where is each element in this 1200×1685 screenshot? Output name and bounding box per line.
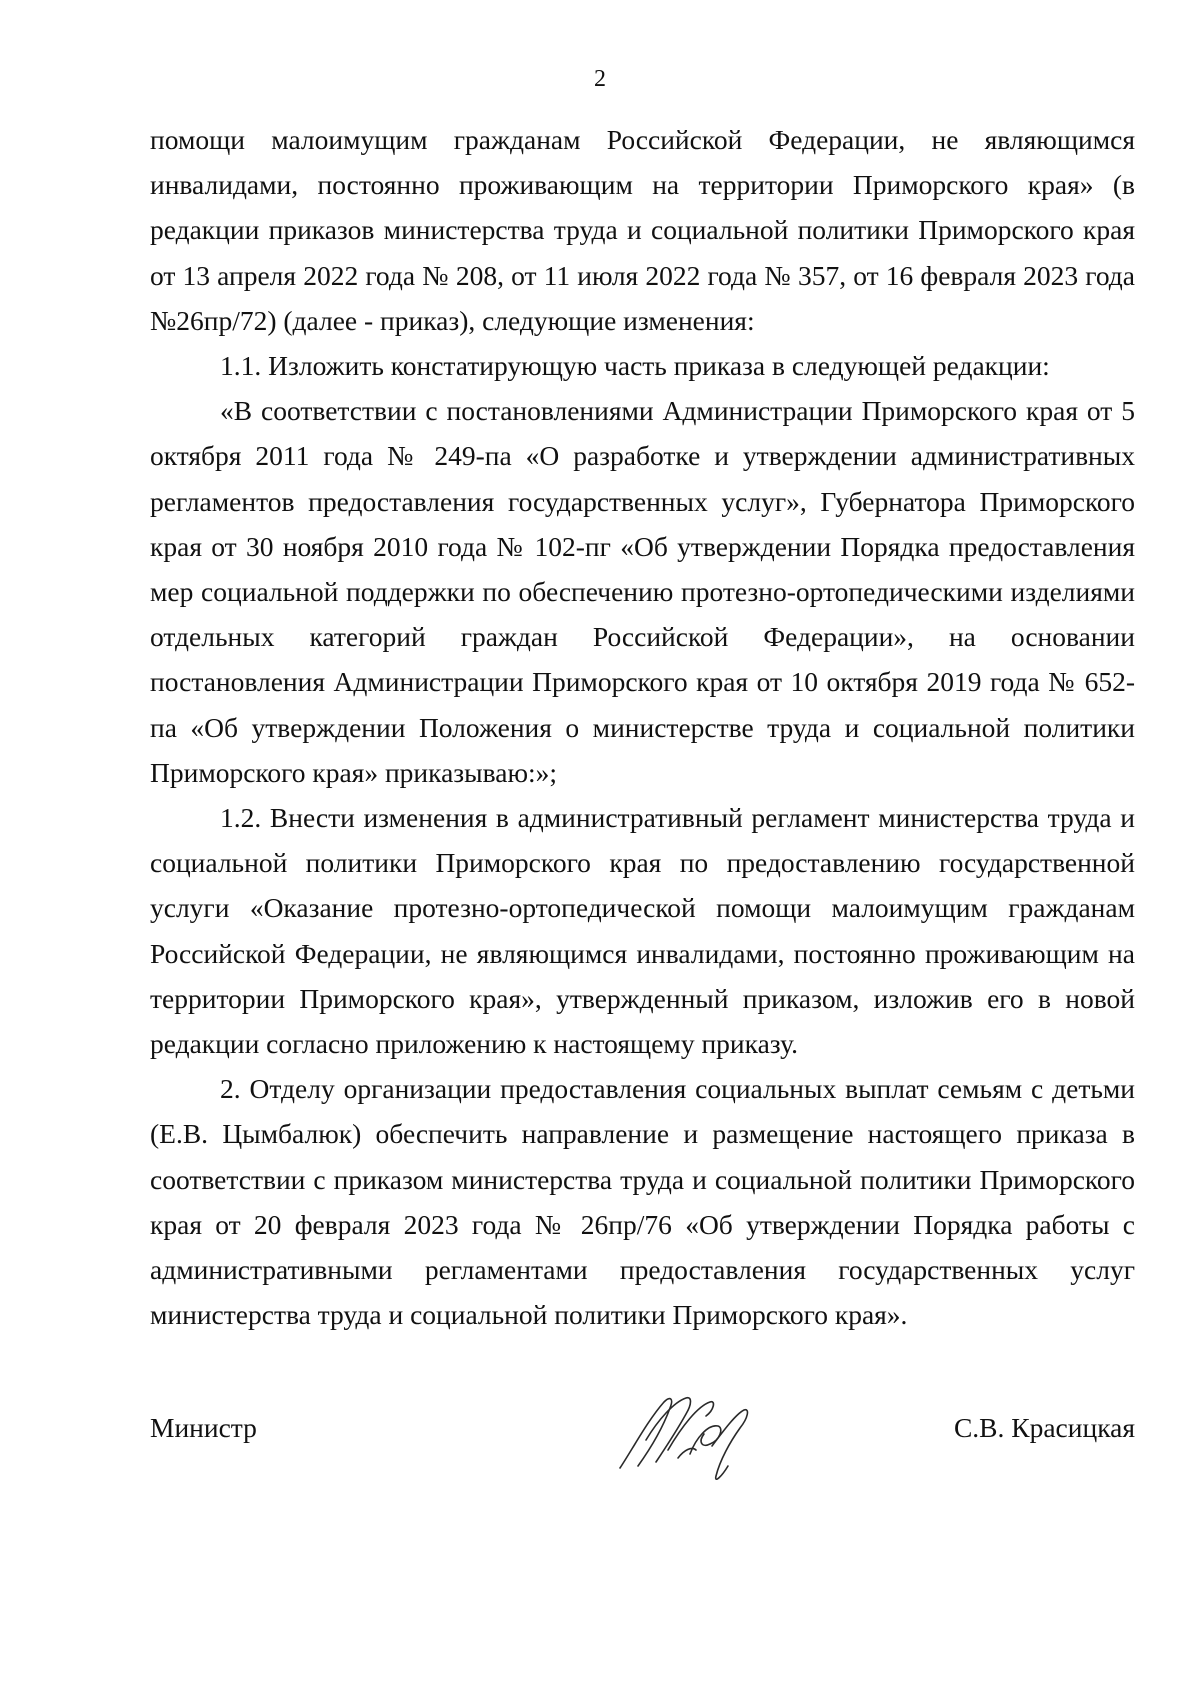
signature-block: [150, 1400, 1135, 1510]
handwritten-signature: [612, 1380, 772, 1490]
signatory-name: С.В. Красицкая: [953, 1412, 1135, 1443]
paragraph-continuation: помощи малоимущим гражданам Российской Федерации, не являющимся инвалидами, постоянно проживающим на территории Приморского края» (в редакции приказов министерства труда и социальной политики Приморского края от 13 апреля 2022 года № 208, от 11 июля 2022 года № 357, от 16 февраля 2023 года №26пр/72) (далее - приказ), следующие изменения:: [150, 124, 1135, 336]
paragraph-item-2: 2. Отделу организации предоставления социальных выплат семьям с детьми (Е.В. Цымбалюк) обеспечить направление и размещение настоящего приказа в соответствии с приказом министерства труда и социальной политики Приморского края от 20 февраля 2023 года № 26пр/76 «Об утверждении Порядка работы с административными регламентами предоставления государственных услуг министерства труда и социальной политики Приморского края».: [150, 1073, 1135, 1331]
signatory-title: Министр: [150, 1412, 257, 1443]
document-body: [150, 117, 1135, 1337]
page-number: 2: [594, 66, 606, 92]
paragraph-quoted-preamble: «В соответствии с постановлениями Администрации Приморского края от 5 октября 2011 года № 249-па «О разработке и утверждении административных регламентов предоставления государственных услуг», Губернатора Приморского края от 30 ноября 2010 года № 102-пг «Об утверждении Порядка предоставления мер социальной поддержки по обеспечению протезно-ортопедическими изделиями отдельных категорий граждан Российской Федерации», на основании постановления Администрации Приморского края от 10 октября 2019 года № 652-па «Об утверждении Положения о министерстве труда и социальной политики Приморского края» приказываю:»;: [150, 395, 1135, 788]
paragraph-item-1-2: 1.2. Внести изменения в административный регламент министерства труда и социальной политики Приморского края по предоставлению государственной услуги «Оказание протезно-ортопедической помощи малоимущим гражданам Российской Федерации, не являющимся инвалидами, постоянно проживающим на территории Приморского края», утвержденный приказом, изложив его в новой редакции согласно приложению к настоящему приказу.: [150, 802, 1135, 1060]
paragraph-item-1-1: 1.1. Изложить констатирующую часть приказа в следующей редакции:: [220, 350, 1050, 382]
